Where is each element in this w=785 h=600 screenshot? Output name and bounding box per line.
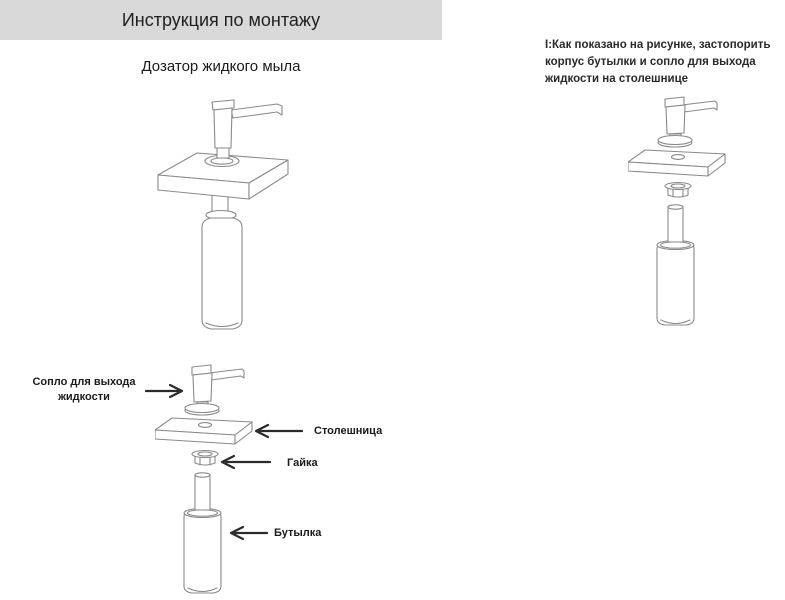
assembled-bottle-drawing bbox=[202, 211, 242, 330]
part-label-nut: Гайка bbox=[287, 457, 318, 469]
part-label-countertop: Столешница bbox=[314, 425, 383, 437]
exploded-diagram-right bbox=[628, 96, 768, 328]
part-label-nozzle: Сопло для выхода жидкости bbox=[32, 376, 136, 403]
exploded-diagram-left bbox=[155, 364, 295, 596]
product-subtitle: Дозатор жидкого мыла bbox=[141, 58, 301, 75]
instruction-step-text: I:Как показано на рисунке, застопорить корпус бутылки и сопло для выхода жидкости на столешнице bbox=[545, 39, 771, 85]
part-label-bottle: Бутылка bbox=[274, 527, 322, 539]
page-title: Инструкция по монтажу bbox=[121, 10, 321, 30]
arrow-left-icon bbox=[218, 454, 276, 470]
assembled-dispenser-diagram bbox=[150, 93, 320, 338]
title-banner bbox=[0, 0, 442, 40]
arrow-left-icon bbox=[252, 423, 306, 439]
arrow-right-icon bbox=[144, 382, 188, 398]
arrow-left-icon bbox=[227, 525, 271, 541]
